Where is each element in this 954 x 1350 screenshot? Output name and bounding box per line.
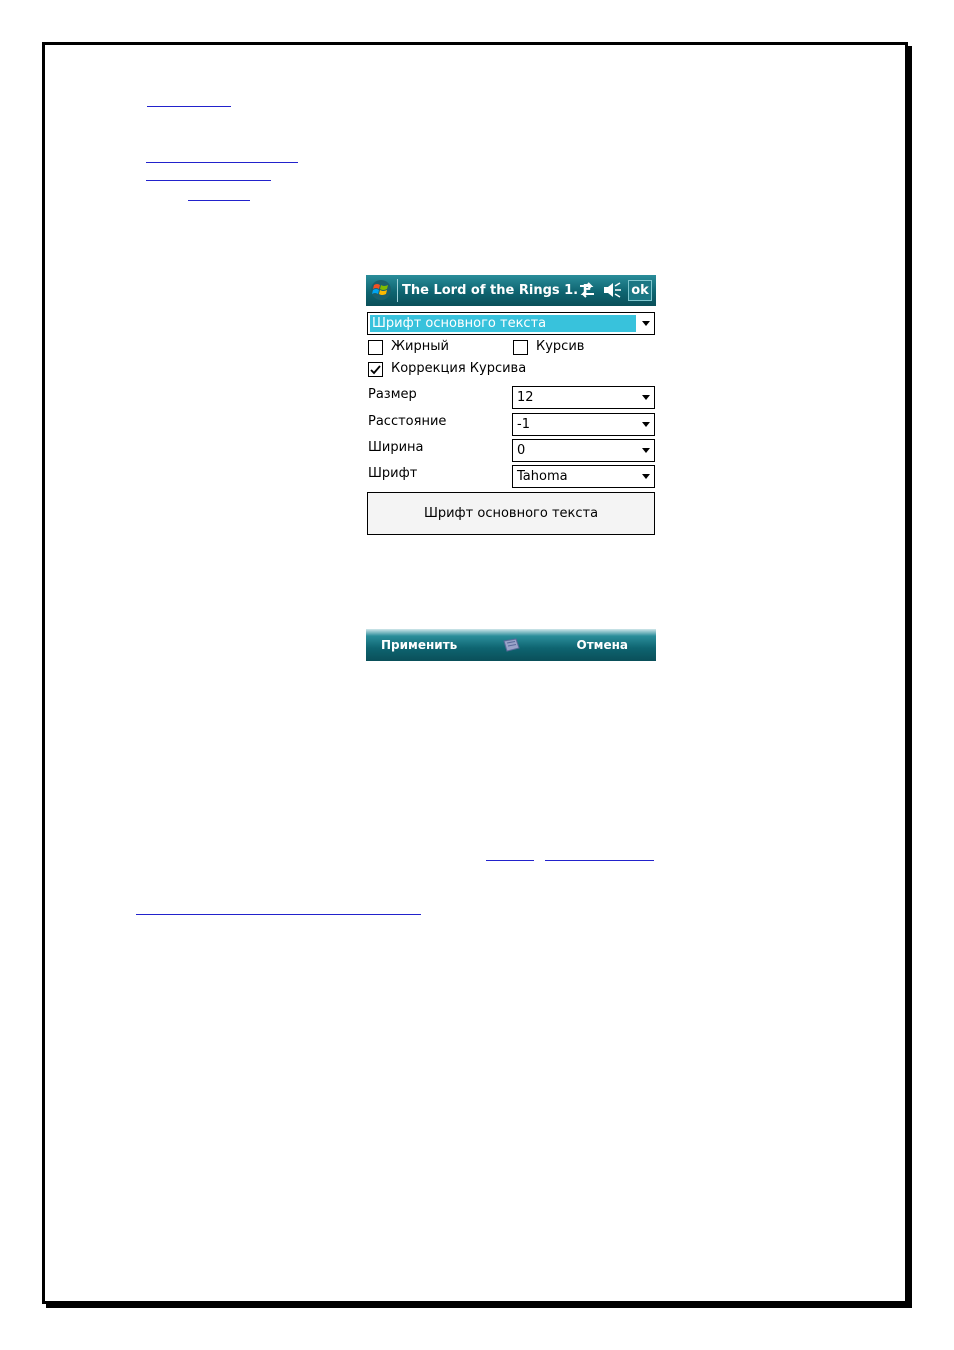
font-target-dropdown[interactable] [367,312,655,335]
spacing-label: Расстояние [368,414,447,429]
width-label: Ширина [368,440,424,455]
keyboard-icon[interactable] [501,636,521,654]
width-dropdown[interactable] [512,439,655,462]
document-link-3[interactable] [146,180,271,181]
spacing-value: -1 [517,417,530,432]
cancel-softkey[interactable]: Отмена [576,638,628,652]
page-frame [42,42,908,1304]
font-target-value: Шрифт основного текста [370,315,636,332]
italic-label: Курсив [536,339,585,354]
document-link-1[interactable] [147,106,231,107]
windows-flag-icon[interactable] [370,279,392,301]
chevron-down-icon [642,474,650,479]
document-link-7[interactable] [136,914,421,915]
checkmark-icon [369,363,382,376]
size-value: 12 [517,390,534,405]
document-link-5[interactable] [486,860,534,861]
font-settings-form [366,306,656,630]
bold-checkbox[interactable] [368,340,383,355]
size-dropdown[interactable] [512,386,655,409]
speaker-muted-icon[interactable] [602,281,622,299]
chevron-down-icon [642,422,650,427]
font-value: Tahoma [517,469,568,484]
spacing-dropdown[interactable] [512,413,655,436]
ok-button[interactable]: ok [628,280,652,301]
document-link-2[interactable] [146,162,298,163]
italic-correction-checkbox[interactable] [368,362,383,377]
chevron-down-icon [642,448,650,453]
bold-label: Жирный [391,339,449,354]
chevron-down-icon [642,321,650,326]
font-label: Шрифт [368,466,418,481]
window-title: The Lord of the Rings 1. F [402,283,592,298]
sync-arrows-icon[interactable] [578,281,596,299]
font-preview-button[interactable]: Шрифт основного текста [367,492,655,535]
title-separator [397,279,398,302]
size-label: Размер [368,387,417,402]
chevron-down-icon [642,395,650,400]
softkey-bar [366,629,656,661]
width-value: 0 [517,443,526,458]
title-bar [366,275,656,306]
apply-softkey[interactable]: Применить [381,638,458,652]
document-link-6[interactable] [545,860,654,861]
italic-checkbox[interactable] [513,340,528,355]
font-dropdown[interactable] [512,465,655,488]
italic-correction-label: Коррекция Курсива [391,361,527,376]
document-link-4[interactable] [188,200,250,201]
